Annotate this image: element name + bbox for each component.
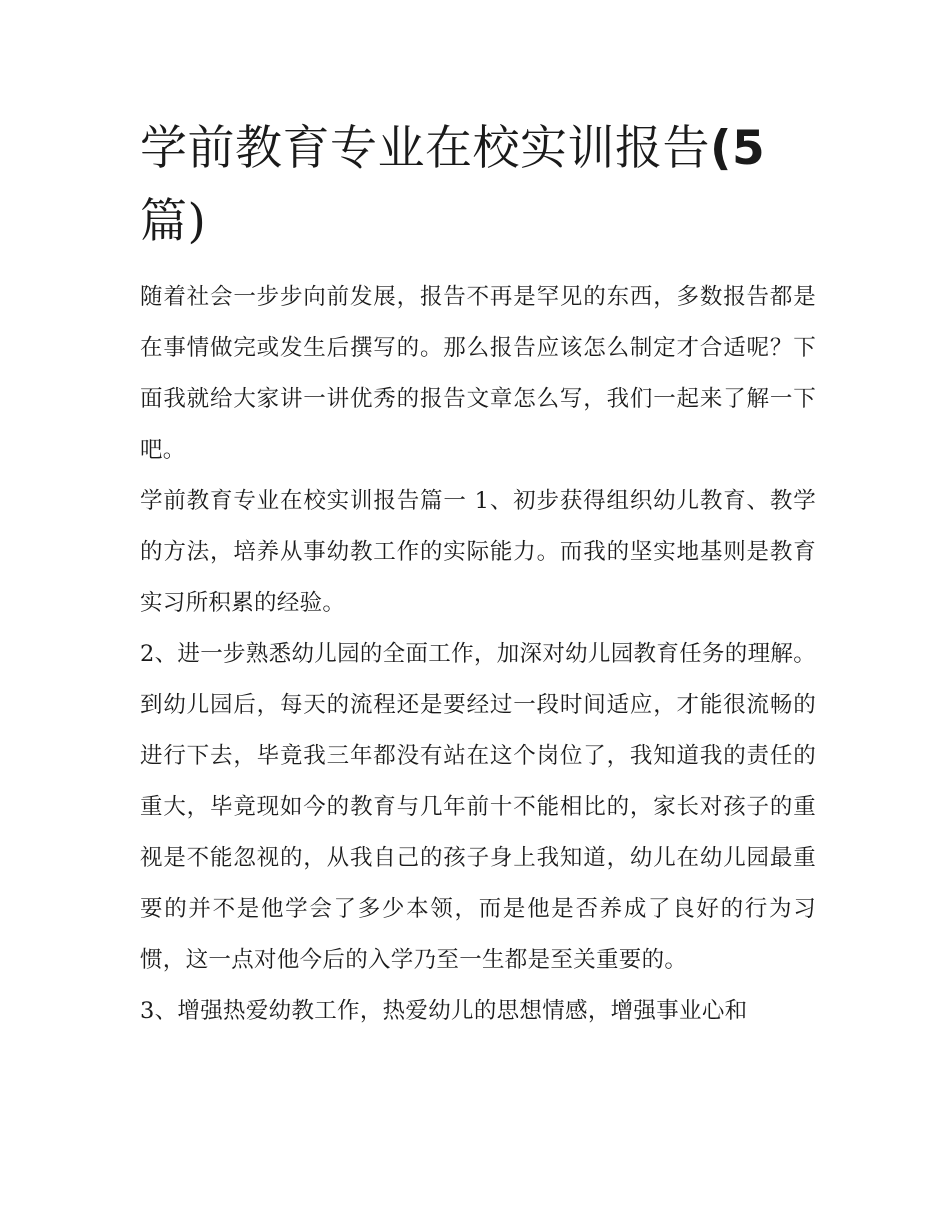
title-end: 篇) [140, 194, 207, 249]
title-count: (5 [710, 121, 766, 176]
title-main: 学前教育专业在校实训报告 [140, 121, 710, 176]
document-page [140, 112, 816, 1037]
document-body [140, 272, 816, 1037]
intro-paragraph: 随着社会一步步向前发展，报告不再是罕见的东西，多数报告都是在事情做完或发生后撰写的。那么报告应该怎么制定才合适呢？下面我就给大家讲一讲优秀的报告文章怎么写，我们一起来了解一下吧。 [140, 284, 816, 463]
paragraph-1: 学前教育专业在校实训报告篇一 1、初步获得组织幼儿教育、教学的方法，培养从事幼教工作的实际能力。而我的坚实地基则是教育实习所积累的经验。 [140, 488, 816, 616]
paragraph-2: 2、进一步熟悉幼儿园的全面工作，加深对幼儿园教育任务的理解。到幼儿园后，每天的流程还是要经过一段时间适应，才能很流畅的进行下去，毕竟我三年都没有站在这个岗位了，我知道我的责任的重大，毕竟现如今的教育与几年前十不能相比的，家长对孩子的重视是不能忽视的，从我自己的孩子身上我知道，幼儿在幼儿园最重要的并不是他学会了多少本领，而是他是否养成了良好的行为习惯，这一点对他今后的入学乃至一生都是至关重要的。 [140, 641, 816, 973]
paragraph-3: 3、增强热爱幼教工作，热爱幼儿的思想情感，增强事业心和 [140, 998, 748, 1024]
page-title [140, 112, 816, 258]
